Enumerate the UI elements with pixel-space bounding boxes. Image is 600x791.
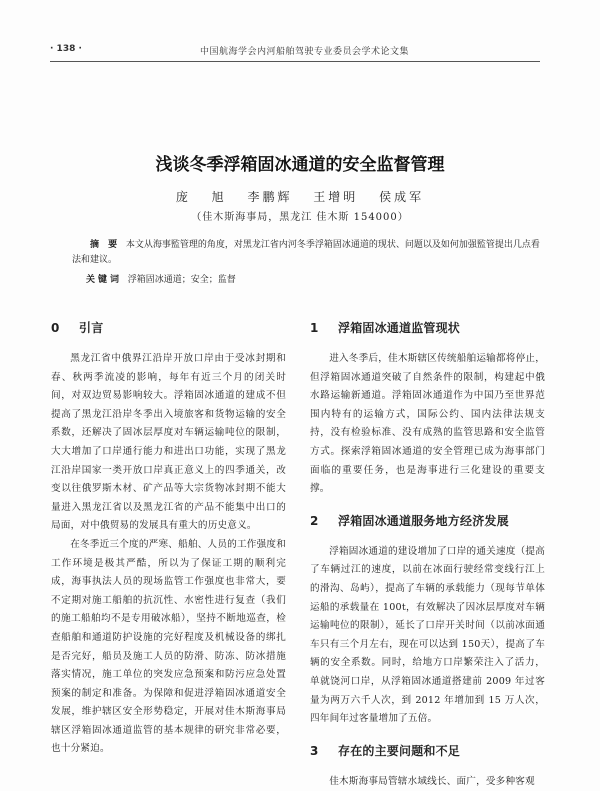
article-title: 浅谈冬季浮箱固冰通道的安全监督管理 [155, 155, 445, 175]
section-1-paragraph-1: 进入冬季后，佳木斯辖区传统船舶运输都将停止，但浮箱固冰通道突破了自然条件的限制，构建起中俄水路运输新通道。浮箱固冰通道作为中国乃至世界范围内特有的运输方式，国际公约、国内法律法规支持，没有检验标准、没有成熟的监管思路和安全监管方式。探索浮箱固冰通道的安全管理已成为海事部门面临的重要任务，也是海事进行三化建设的重要支撑。 [310, 353, 545, 495]
section-number: 0 [51, 321, 60, 335]
section-2-paragraph-1: 浮箱固冰通道的建设增加了口岸的通关速度（提高了车辆过江的速度，以前在冰面行驶经常变线行江上的滑沟、岛屿），提高了车辆的承载能力（现每节单体运船的承载量在 100t，有效解决了因冰层厚度对车辆运输吨位的限制），延长了口岸开关时间（以前冰面通车只有三个月左右，现在可以达到 150天），提高了车辆的安全系数。同时，给地方口岸繁荣注入了活力，单就饶河口岸，从浮箱固冰通道搭建前 2009 年过客量为两万六千人次，到 2012 年增加到 15 万人次，四年间年过客量增加了五倍。 [310, 545, 545, 725]
section-heading-3 [310, 743, 545, 773]
section-heading-1 [310, 320, 545, 350]
section-heading-2 [310, 513, 545, 543]
section-number: 1 [310, 321, 319, 335]
section-number: 3 [310, 743, 319, 758]
section-title: 浮箱固冰通道服务地方经济发展 [338, 513, 509, 528]
keywords-label: 关键词 [86, 275, 123, 285]
section-title: 存在的主要问题和不足 [338, 743, 461, 758]
keywords-text: 浮箱固冰通道；安全；监督 [127, 275, 236, 285]
section-0-paragraph-2: 在冬季近三个度的严寒、船舶、人员的工作强度和工作环境是极其严酷，所以为了保证工期的顺利完成，海事执法人员的现场监管工作强度也非常大，要不定期对施工船舶的抗沉性、水密性进行复查（我们的施工船舶均不是专用破冰船），坚持不断地巡查，检查船舶和通道防护设施的完好程度及机械设备的绑扎是否完好，船员及施工人员的防滑、防冻、防冰措施落实情况，施工单位的突发应急预案和防污应急处置预案的制定和准备。为保障和促进浮箱固冰通道安全发展，维护辖区安全形势稳定，开展对佳木斯海事局辖区浮箱固冰通道监管的基本规律的研究非常必要，也十分紧迫。 [51, 538, 286, 755]
abstract [72, 238, 547, 268]
section-title: 浮箱固冰通道监管现状 [338, 321, 461, 335]
section-0-paragraph-1: 黑龙江省中俄界江沿岸开放口岸由于受冰封期和春、秋两季流凌的影响，每年有近三个月的闭关时间，对双边贸易影响较大。浮箱固冰通道的建成不但提高了黑龙江沿岸冬季出入境旅客和货物运输的安全系数，还解决了固冰层厚度对车辆运输吨位的限制，大大增加了口岸通行能力和进出口功能，实现了黑龙江沿岸国家一类开放口岸真正意义上的四季通关，改变以往俄罗斯木材、矿产品等大宗货物冰封期不能大量进入黑龙江省以及黑龙江省的产品不能集中出口的局面，对中俄贸易的发展具有重大的历史意义。 [51, 353, 286, 532]
page-number: · 138 · [50, 44, 82, 54]
section-number: 2 [310, 513, 319, 528]
section-gap [310, 499, 545, 513]
affiliation: （佳木斯海事局，黑龙江 佳木斯 154000） [191, 212, 409, 223]
section-gap [310, 729, 545, 743]
keywords [86, 273, 236, 288]
section-3-paragraph-1: 佳木斯海事局管辖水域线长、面广，受多种客观 [329, 775, 535, 787]
abstract-text: 本文从海事監管理的角度，对黑龙江省内河冬季浮箱固冰通道的现状、问题以及如何加强監管提出几点看法和建议。 [72, 240, 540, 265]
section-heading-0 [51, 320, 286, 350]
right-column [310, 320, 545, 791]
running-header [50, 44, 540, 58]
journal-title: 中国航海学会内河船舶驾驶专业委员会学术论文集 [200, 47, 410, 57]
abstract-label: 摘 要 [90, 240, 121, 250]
header-rule [50, 61, 540, 62]
authors: 庞 旭 李鹏辉 王增明 侯成军 [175, 190, 425, 204]
left-column [51, 320, 286, 759]
section-title: 引言 [79, 321, 104, 335]
